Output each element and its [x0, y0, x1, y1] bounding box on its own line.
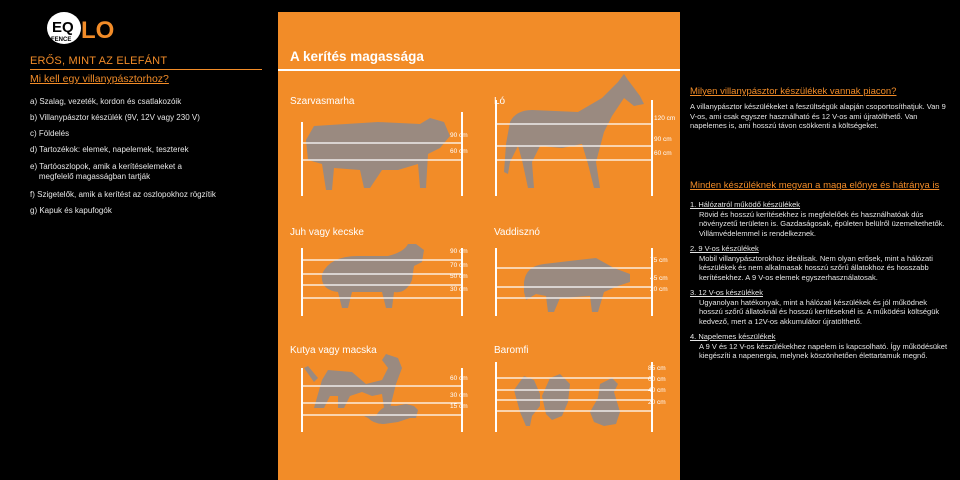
list-item-title: 4. Napelemes készülékek: [690, 332, 776, 341]
height-label: 60 cm: [654, 150, 672, 157]
logo-text-top: EQ: [52, 19, 74, 36]
animal-label-dog-cat: Kutya vagy macska: [290, 345, 377, 356]
animal-label-sheep: Juh vagy kecske: [290, 227, 364, 238]
list-item: c) Földelés: [30, 129, 70, 138]
height-label: 30 cm: [450, 286, 468, 293]
height-label: 20 cm: [650, 286, 668, 293]
list-item: d) Tartozékok: elemek, napelemek, teszterek: [30, 145, 189, 154]
devices-question-title: Milyen villanypásztor készülékek vannak piacon?: [690, 86, 897, 97]
devices-intro-text: A villanypásztor készülékeket a feszültségük alapján csoportosíthatjuk. Van 9 V-os, ami csak egyszer használható és 12 V-os ami újratölthető. Van napelemes is, ami hosszú távon csökkenti a költségeket.: [690, 102, 946, 130]
height-label: 50 cm: [450, 273, 468, 280]
list-item: [690, 332, 952, 361]
height-label: 15 cm: [450, 403, 468, 410]
left-section-title: Mi kell egy villanypásztorhoz?: [30, 73, 169, 85]
tagline-divider: [30, 69, 262, 70]
list-item-title: 2. 9 V-os készülékek: [690, 244, 759, 253]
height-label: 45 cm: [650, 275, 668, 282]
height-label: 30 cm: [450, 392, 468, 399]
height-label: 60 cm: [450, 375, 468, 382]
cattle-silhouette: [306, 118, 450, 190]
height-label: 90 cm: [450, 132, 468, 139]
list-item: [690, 200, 952, 238]
list-item: [690, 244, 952, 282]
fence-height-panel: [278, 12, 680, 480]
animal-label-cattle: Szarvasmarha: [290, 96, 355, 107]
list-item-title: 3. 12 V-os készülékek: [690, 288, 763, 297]
tagline: ERŐS, MINT AZ ELEFÁNT: [30, 55, 168, 67]
list-item: megfelelő magasságban tartják: [30, 172, 151, 181]
height-label: 120 cm: [654, 115, 676, 122]
height-label: 60 cm: [450, 148, 468, 155]
height-label: 70 cm: [450, 262, 468, 269]
animal-label-poultry: Baromfi: [494, 345, 529, 356]
dog-silhouette: [304, 354, 402, 408]
height-label: 40 cm: [648, 387, 666, 394]
animal-label-boar: Vaddisznó: [494, 227, 540, 238]
list-item: a) Szalag, vezeték, kordon és csatlakozóik: [30, 97, 182, 106]
height-label: 90 cm: [654, 136, 672, 143]
list-item-text: A 9 V és 12 V-os készülékekhez napelem is kapcsolható. Így működésüket kiegészíti a napenergia, melynek köszönhetően élettartamuk megnő.: [699, 341, 948, 360]
height-label: 90 cm: [450, 248, 468, 255]
list-item: b) Villanypásztor készülék (9V, 12V vagy 230 V): [30, 113, 200, 122]
list-item: g) Kapuk és kapufogók: [30, 206, 112, 215]
list-item-text: Mobil villanypásztorokhoz ideálisak. Nem olyan erősek, mint a hálózati készülékek és nem alkalmasak hosszú szőrű állatokhoz és hosszabb kerítésekhez. A 9 V-os elemek egyszerhasználatosak.: [699, 253, 933, 282]
fence-illustrations: [278, 12, 680, 480]
height-label: 20 cm: [648, 399, 666, 406]
boar-silhouette: [524, 258, 630, 312]
list-item-text: Rövid és hosszú kerítésekhez is megfelelőek és használhatóak dús növényzetű területen is. Gazdaságosak, épületen belülről üzemeltethetők. Villámvédelemmel is rendelkeznek.: [699, 209, 945, 238]
logo-text-bottom: FENCE: [51, 37, 72, 43]
eqlo-fence-logo: [46, 10, 128, 46]
cat-silhouette: [364, 404, 418, 424]
list-item: e) Tartóoszlopok, amik a kerítéselemeket a: [30, 162, 182, 171]
height-label: 75 cm: [650, 257, 668, 264]
list-item: [690, 288, 952, 326]
list-item: f) Szigetelők, amik a kerítést az oszlopokhoz rögzítik: [30, 190, 216, 199]
animal-label-horse: Ló: [494, 96, 506, 107]
height-label: 85 cm: [648, 365, 666, 372]
list-item-title: 1. Hálózatról működő készülékek: [690, 200, 801, 209]
pros-cons-title: Minden készüléknek megvan a maga előnye és hátránya is: [690, 180, 940, 191]
panel-title: A kerítés magassága: [290, 49, 424, 64]
requirements-list: [30, 97, 262, 216]
horse-silhouette: [504, 74, 644, 188]
logo-text-right: LO: [81, 17, 115, 44]
list-item-text: Ugyanolyan hatékonyak, mint a hálózati készülékek és jól működnek hosszú szőrű állatoknál és hosszú kerítéseknél is. A működési költségük kedvező, mert a 12V-os akkumulátor újratölthető.: [699, 297, 940, 326]
device-types-list: [690, 200, 952, 367]
height-label: 60 cm: [648, 376, 666, 383]
